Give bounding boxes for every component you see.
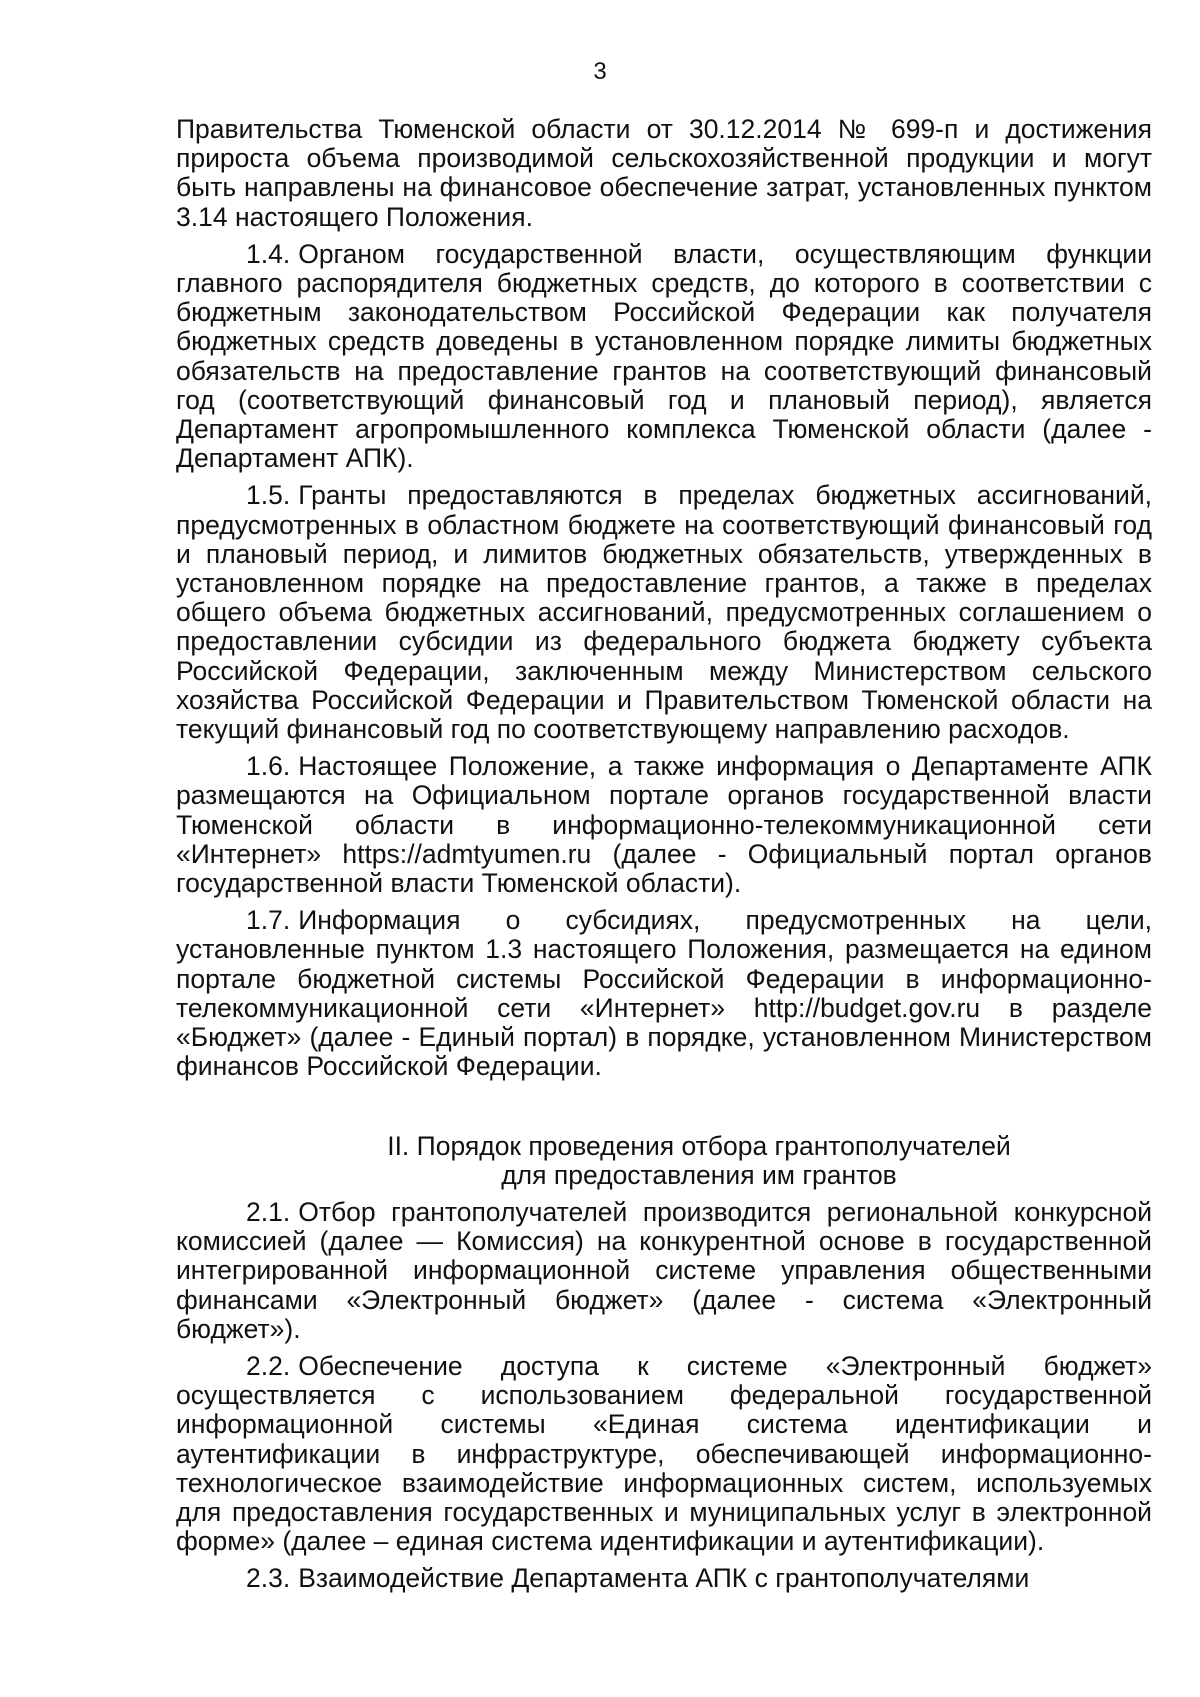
paragraph-text: Настоящее Положение, а также информация о Департаменте АПК размещаются на Официальном портале органов государственной власти Тюменской области в информационно-телекоммуникационной сети «Интернет» https://admtyumen.ru (далее - Официальный портал органов государственной власти Тюменской области).: [176, 751, 1152, 899]
paragraph-text: Правительства Тюменской области от 30.12.2014 № 699-п и достижения прироста объема производимой сельскохозяйственной продукции и могут быть направлены на финансовое обеспечение затрат, установленных пунктом 3.14 настоящего Положения.: [176, 114, 1152, 232]
paragraph-number: 1.7.: [246, 905, 291, 936]
paragraph-2-2: [176, 1352, 1152, 1556]
paragraph-text: Гранты предоставляются в пределах бюджетных ассигнований, предусмотренных в областном бюджете на соответствующий финансовый год и плановый период, и лимитов бюджетных обязательств, утвержденных в установленном порядке на предоставление грантов, а также в пределах общего объема бюджетных ассигнований, предусмотренных соглашением о предоставлении субсидии из федерального бюджета бюджету субъекта Российской Федерации, заключенным между Министерством сельского хозяйства Российской Федерации и Правительством Тюменской области на текущий финансовый год по соответствующему направлению расходов.: [176, 480, 1152, 745]
page-number: 3: [593, 58, 607, 85]
paragraph-number: 2.2.: [246, 1350, 291, 1381]
paragraph-2-3: [176, 1564, 1152, 1593]
paragraph-continued: [176, 115, 1152, 232]
paragraph-2-1: [176, 1198, 1152, 1344]
paragraph-number: 1.6.: [246, 751, 291, 782]
paragraph-text: Обеспечение доступа к системе «Электронный бюджет» осуществляется с использованием федеральной государственной информационной системы «Единая система идентификации и аутентификации в инфраструктуре, обеспечивающей информационно-технологическое взаимодействие информационных систем, используемых для предоставления государственных и муниципальных услуг в электронной форме» (далее – единая система идентификации и аутентификации).: [176, 1350, 1152, 1557]
paragraph-1-6: [176, 752, 1152, 898]
section-heading-line-2: для предоставления им грантов: [501, 1159, 897, 1190]
paragraph-1-4: [176, 240, 1152, 474]
paragraph-number: 1.5.: [246, 480, 291, 511]
section-heading: [176, 1132, 1152, 1190]
paragraph-1-7: [176, 906, 1152, 1081]
paragraph-text: Информация о субсидиях, предусмотренных на цели, установленные пунктом 1.3 настоящего Положения, размещается на едином портале бюджетной системы Российской Федерации в информационно-телекоммуникационной сети «Интернет» http://budget.gov.ru в разделе «Бюджет» (далее - Единый портал) в порядке, установленном Министерством финансов Российской Федерации.: [176, 905, 1152, 1082]
paragraph-text: Отбор грантополучателей производится региональной конкурсной комиссией (далее — Комиссия) на конкурентной основе в государственной интегрированной информационной системе управления общественными финансами «Электронный бюджет» (далее - система «Электронный бюджет»).: [176, 1196, 1152, 1344]
paragraph-number: 1.4.: [246, 238, 291, 269]
section-heading-line-1: II. Порядок проведения отбора грантополучателей: [387, 1130, 1011, 1161]
paragraph-text: Органом государственной власти, осуществляющим функции главного распорядителя бюджетных средств, до которого в соответствии с бюджетным законодательством Российской Федерации как получателя бюджетных средств доведены в установленном порядке лимиты бюджетных обязательств на предоставление грантов на соответствующий финансовый год (соответствующий финансовый год и плановый период), является Департамент агропромышленного комплекса Тюменской области (далее - Департамент АПК).: [176, 238, 1152, 474]
document-body: [176, 115, 1152, 1602]
paragraph-text: Взаимодействие Департамента АПК с грантополучателями: [298, 1563, 1030, 1594]
paragraph-number: 2.3.: [246, 1563, 291, 1594]
paragraph-1-5: [176, 481, 1152, 744]
paragraph-number: 2.1.: [246, 1196, 291, 1227]
